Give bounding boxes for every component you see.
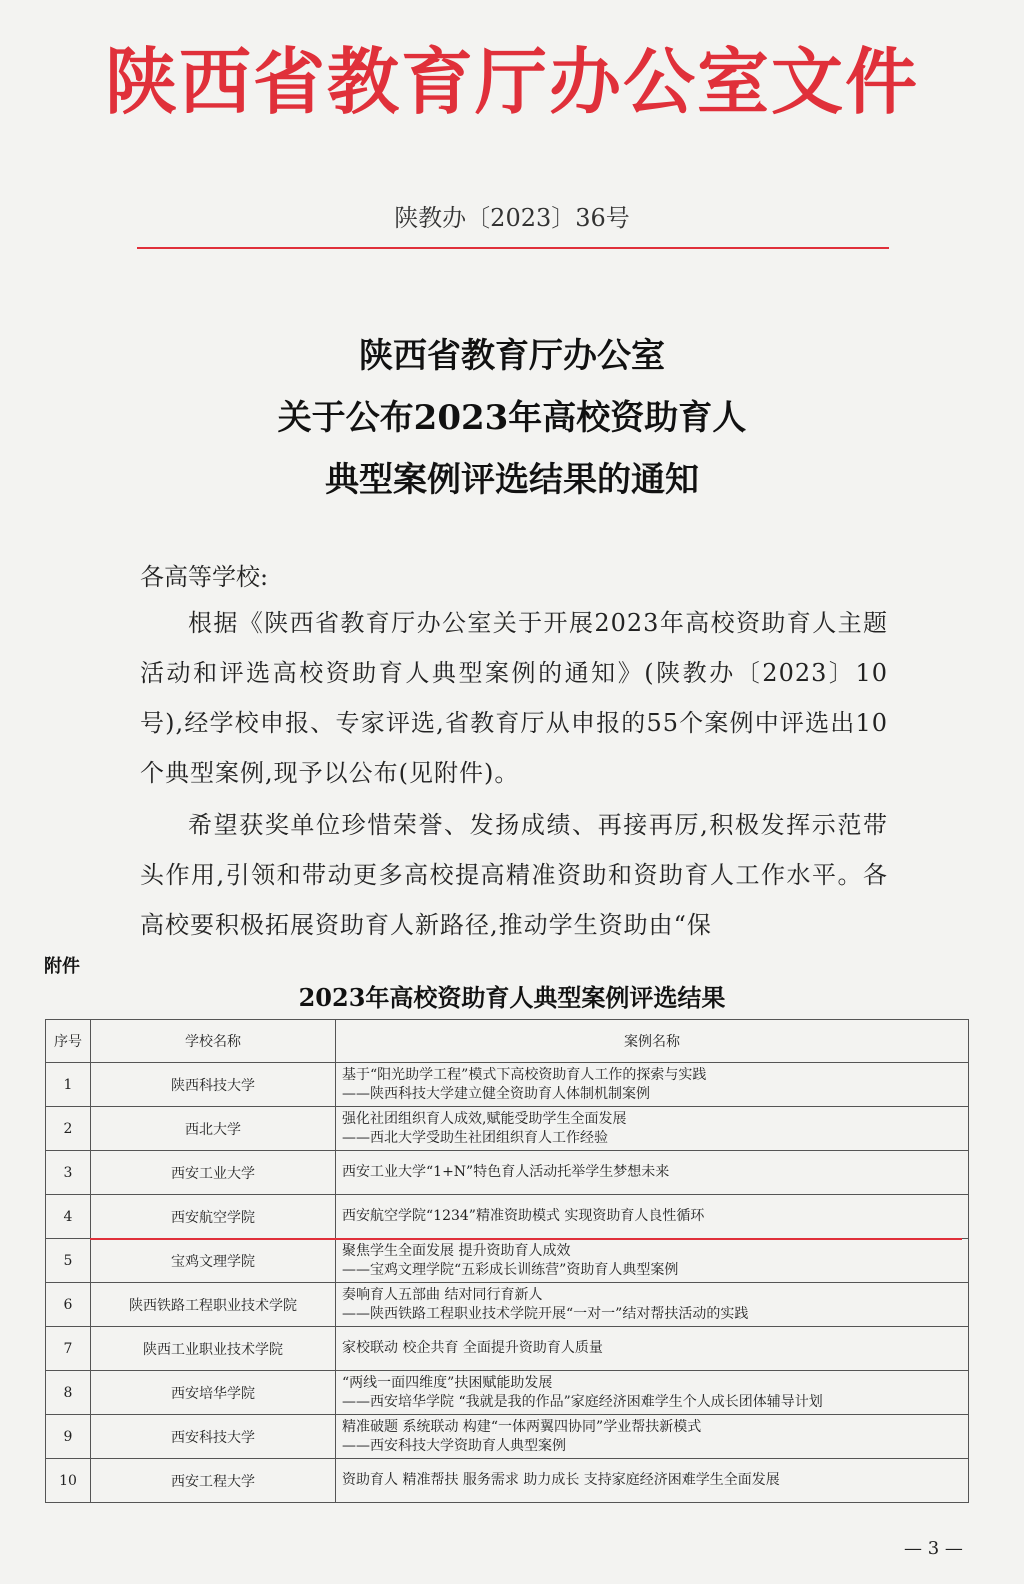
cell-number: 2 bbox=[46, 1107, 91, 1151]
results-table bbox=[45, 1019, 969, 1503]
cell-number: 9 bbox=[46, 1415, 91, 1459]
cell-school-name: 陕西工业职业技术学院 bbox=[91, 1327, 336, 1371]
cell-case-name bbox=[336, 1283, 969, 1327]
results-table-body bbox=[46, 1063, 969, 1503]
cell-case-name bbox=[336, 1151, 969, 1195]
cell-case-name bbox=[336, 1107, 969, 1151]
cell-case-name bbox=[336, 1239, 969, 1283]
cell-number: 10 bbox=[46, 1459, 91, 1503]
cell-number: 1 bbox=[46, 1063, 91, 1107]
notice-title-line: 典型案例评选结果的通知 bbox=[325, 460, 699, 500]
red-marker-line bbox=[90, 1238, 962, 1240]
table-row bbox=[46, 1239, 969, 1283]
case-name-line: 精准破题 系统联动 构建“一体两翼四协同”学业帮扶新模式 bbox=[342, 1418, 702, 1435]
column-header-no: 序号 bbox=[46, 1020, 91, 1063]
table-row bbox=[46, 1327, 969, 1371]
case-name-line: 奏响育人五部曲 结对同行育新人 bbox=[342, 1286, 543, 1303]
cell-school-name: 陕西科技大学 bbox=[91, 1063, 336, 1107]
cell-case-name bbox=[336, 1195, 969, 1239]
cell-case-name bbox=[336, 1459, 969, 1503]
cell-case-name bbox=[336, 1063, 969, 1107]
cell-number: 4 bbox=[46, 1195, 91, 1239]
document-header-title: 陕西省教育厅办公室文件 bbox=[104, 40, 919, 124]
case-name-line: ——西北大学受助生社团组织育人工作经验 bbox=[342, 1129, 608, 1146]
cell-school-name: 陕西铁路工程职业技术学院 bbox=[91, 1283, 336, 1327]
notice-title-line: 关于公布2023年高校资助育人 bbox=[277, 398, 747, 438]
table-row bbox=[46, 1415, 969, 1459]
case-name-line: 基于“阳光助学工程”模式下高校资助育人工作的探索与实践 bbox=[342, 1066, 707, 1083]
cell-school-name: 宝鸡文理学院 bbox=[91, 1239, 336, 1283]
case-name-line: 资助育人 精准帮扶 服务需求 助力成长 支持家庭经济困难学生全面发展 bbox=[342, 1472, 780, 1488]
page-number: — 3 — bbox=[904, 1538, 963, 1559]
cell-case-name bbox=[336, 1415, 969, 1459]
cell-school-name: 西北大学 bbox=[91, 1107, 336, 1151]
document-number: 陕教办〔2023〕36号 bbox=[394, 204, 630, 232]
table-row bbox=[46, 1151, 969, 1195]
case-name-line: “两线一面四维度”扶困赋能助发展 bbox=[342, 1374, 553, 1391]
notice-body bbox=[140, 598, 888, 952]
cell-number: 6 bbox=[46, 1283, 91, 1327]
cell-case-name bbox=[336, 1327, 969, 1371]
table-row bbox=[46, 1195, 969, 1239]
column-header-school: 学校名称 bbox=[91, 1020, 336, 1063]
cell-number: 7 bbox=[46, 1327, 91, 1371]
cell-school-name: 西安科技大学 bbox=[91, 1415, 336, 1459]
case-name-line: ——陕西铁路工程职业技术学院开展“一对一”结对帮扶活动的实践 bbox=[342, 1305, 749, 1322]
table-row bbox=[46, 1063, 969, 1107]
attachment-label: 附件 bbox=[44, 956, 80, 977]
cell-number: 8 bbox=[46, 1371, 91, 1415]
cell-school-name: 西安工程大学 bbox=[91, 1459, 336, 1503]
case-name-line: 家校联动 校企共育 全面提升资助育人质量 bbox=[342, 1340, 603, 1356]
body-paragraph: 希望获奖单位珍惜荣誉、发扬成绩、再接再厉,积极发挥示范带头作用,引领和带动更多高校提高精准资助和资助育人工作水平。各高校要积极拓展资助育人新路径,推动学生资助由“保 bbox=[140, 811, 888, 939]
case-name-line: ——宝鸡文理学院“五彩成长训练营”资助育人典型案例 bbox=[342, 1261, 679, 1278]
case-name-line: ——陕西科技大学建立健全资助育人体制机制案例 bbox=[342, 1085, 650, 1102]
notice-title-line: 陕西省教育厅办公室 bbox=[359, 336, 665, 376]
column-header-case: 案例名称 bbox=[336, 1020, 969, 1063]
cell-case-name bbox=[336, 1371, 969, 1415]
cell-school-name: 西安航空学院 bbox=[91, 1195, 336, 1239]
header-divider bbox=[137, 247, 889, 249]
table-row bbox=[46, 1459, 969, 1503]
table-row bbox=[46, 1371, 969, 1415]
case-name-line: 西安工业大学“1+N”特色育人活动托举学生梦想未来 bbox=[342, 1164, 670, 1180]
cell-school-name: 西安工业大学 bbox=[91, 1151, 336, 1195]
case-name-line: ——西安科技大学资助育人典型案例 bbox=[342, 1437, 566, 1454]
salutation: 各高等学校: bbox=[140, 563, 269, 591]
cell-number: 5 bbox=[46, 1239, 91, 1283]
case-name-line: 西安航空学院“1234”精准资助模式 实现资助育人良性循环 bbox=[342, 1208, 705, 1224]
table-header-row bbox=[46, 1020, 969, 1063]
table-row bbox=[46, 1107, 969, 1151]
cell-number: 3 bbox=[46, 1151, 91, 1195]
notice-title bbox=[0, 325, 1024, 511]
cell-school-name: 西安培华学院 bbox=[91, 1371, 336, 1415]
case-name-line: 聚焦学生全面发展 提升资助育人成效 bbox=[342, 1242, 571, 1259]
case-name-line: 强化社团组织育人成效,赋能受助学生全面发展 bbox=[342, 1110, 627, 1127]
case-name-line: ——西安培华学院 “我就是我的作品”家庭经济困难学生个人成长团体辅导计划 bbox=[342, 1393, 823, 1410]
attachment-table-title: 2023年高校资助育人典型案例评选结果 bbox=[298, 983, 726, 1012]
body-paragraph: 根据《陕西省教育厅办公室关于开展2023年高校资助育人主题活动和评选高校资助育人典型案例的通知》(陕教办〔2023〕10号),经学校申报、专家评选,省教育厅从申报的55个案例中评选出10个典型案例,现予以公布(见附件)。 bbox=[140, 609, 888, 787]
table-row bbox=[46, 1283, 969, 1327]
